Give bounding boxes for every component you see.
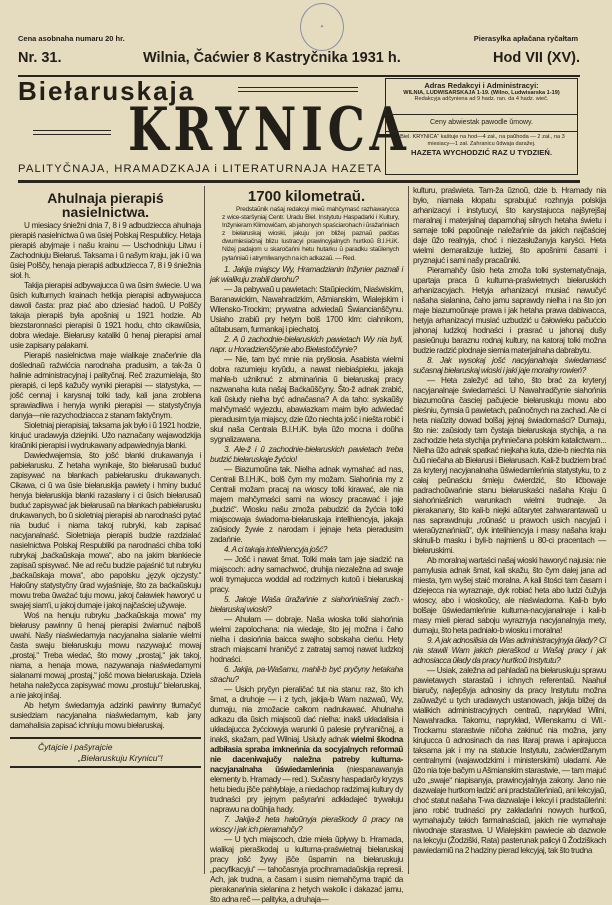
divider xyxy=(238,91,358,92)
question: 8. Jak wysokaj jošć nacyjanalnaja świedamasć sučasnaj biełaruskaj wioski i jaki jaje moralny rowień? xyxy=(413,356,606,375)
price-note: Cena asobnaha numaru 20 hr. xyxy=(18,34,125,43)
answer: — Jošć i nawat šmat. Tolki mała tam jaje siadzić na miajscoch: adny samachwoć, druhija niezaležna ad swaje woli trymajucca woddal ad rodzimych kutoŭ i biełaruskaj pracy. xyxy=(210,554,403,594)
slogan xyxy=(10,739,201,766)
question: 7. Jakija-ž heta hałoŭnyja pieraškody ŭ pracy na wioscy i jak ich pieramahčy? xyxy=(210,814,403,834)
paragraph: Pieramahčy ŭsio heta zmoža tolki systematyčnaja, upartaja praca ŭ kulturna-praświetnych biełaruskich arhanizacyjach. Hetyja arhanizacyi musiać nawučyć našaha sialanina, čaho jamu saprawdy nielha i na što jon maje biazumoŭnaje prawa i jak hetaha prawa dabiwacca, hetyja arhanizacyi musiać uzbudzić u čałowieku pačućcio jahonaj ludzkoj hodnaści i prasrać u jahonaj dušy pasieŭnuju baraznu rodnaj kultury, na katoraj tolki možna budzie radzić plodnaje siemia materjalnaha dabrabytu. xyxy=(413,266,606,355)
column-divider xyxy=(408,186,409,874)
article-1700-km xyxy=(210,186,403,905)
question: 2. A ŭ zachodnie-biełaruskich pawietach Wy nia byli, napr. u Horadzienščynie abo Biełastoččynie? xyxy=(210,334,403,354)
answer: — Nie, tam być mnie nia pryšłosia. Asabista wielmi dobra razumieju kryŭdu, a nawat niebiaśpieku, jakaja mahła-b uźniknuć z abminańnia ŭ biełaruskaj pracy nazwanaha kuta našaj Baćkaŭščyny. Što-ž adnak zrabić, kali ŭsiudy nielha być adnačasna? A da taho: syskaŭšy mahčymaść wyjezdu, abawiazkam maim było adwiedać pieradusim tyja miajscy, dzie ŭžo niechta jošć i niešta robić i skul naša Centrala B.I.H.iK. była ŭžo mocna i doŭha sygnalizawana. xyxy=(210,354,403,444)
paragraph: Woś na henuju rubryku „baćkaŭskaja mowa“ my biełarusy pawinny ŭ henaj pierapisi źwiarnuć najbolš uwahi. Našy niaświedamyja nacyjanalna sialanie wielmi časta swaju biełaruskuju mowu nazywajuć mowaj „prostaj.“ Treba wiedać, što mowy „prostaj,“ jak takoj, niama, a henaja mowa, nazywanaja niaświedamymi sialanami mowaj „prostaj,“ jošć mowa biełaruskaja. Dziela hetaha naležycca zapisywać mowu „prostuju“ biełaruskaj, a nie jakoj inšaj. xyxy=(10,611,201,700)
postage-note: Pierasyłka apłačana ryčałtam xyxy=(473,34,578,43)
article-title: Ahulnaja pierapiś nasielnictwa. xyxy=(47,190,164,220)
paragraph: Ab moralnaj wartaści našaj wioski haworyć najusia: nie pamylusia adnak šmat, kali skažu, što čym dalej jana ad miesta, tym wyšej staić moralna. A kali štości tam časam i dziejecca nia wyraznaje, dyk robiać heta abo ludzi čužyja wioscy, abo i wioskoŭcy, ale niaświadoma. Kali-b było bolšaje ŭświedamleńnie kulturna-nacyjanalnaje i kali-b masy mieli pierad saboju wyraznyja nacyjanalnyja mety, dumaju, što heta padniało-b wiosku i moralna! xyxy=(413,556,606,635)
answer-emphasis: wielmi škodna adbiłasia spraba imkneńnia da socyjalnych reformaŭ nie daceniwajučy naležna patreby kulturna-nacyjanalnaha ŭświedamleńnia xyxy=(210,734,403,774)
answer: — Biazumoŭna tak. Nielha adnak wymahać ad nas, Centrali B.I.H.iK., bolš čym my možam. Siahońnia my z Centrali možam pracaj na wioscy tolki kirawać, ale nia majem mahčymaści sami na wioscy pracawać i jaje „budzić“. Wiosku našu zmoža pabudzić da žyćcia tolki miajscowaja świadoma-biełaruskaja intelihiencyja, jakaja zaŭsiody žywie z narodam i jejnaje heta pieradusim zadańnie. xyxy=(210,464,403,544)
answer: — Heta zaležyć ad taho, što brać za kryteryj nacyjanalnaje świedamaści. U Nawahradčynie siahońnia biazumoŭna časciej pačujecie biełaruskuju mowu abo pieśniu, čymsia ŭ pawietach, paŭnočnych na zachad. Ale ci heta niaŭzity dowad bolšaj jejnaj świadomaści? Dumaju, što nie: zaŭsiody tam čystaja biełaruskaja stychija, a na zachodzie heta stychija pryhniečana polskim katalictwam... Nielha ŭžo adnak spatkać niejkaha kuta, dzie-b niechta nia čuŭ niečaha ab Biełarusi i Biełarusach. Kali-ž budziem brać za kryteryj nacyjanalnaha ŭświedamleńnia statystyku, to z całaj peŭnaściu śmieju ćwierdzić, što ličbowaje padrachoŭwańnie stanu biełaruskaści našaha Kraju ŭ siahońniašnich warunkach wielmi trudnaje. Ja pierakanany, što kali-b niejki aŭtarytet zahwarantawaŭ u nas saprawdnuju „roŭnaść u prawoch usich nacyjaŭ i wieraŭyznańniaŭ“, dyk intelihiencyja i masy našaha kraju skinuli-b masku i byli-b najmienš u 80-ci pracentach — biełaruskimi. xyxy=(413,376,606,555)
paragraph: Pierapiś nasielnictwa maje wialikaje značeńnie dla doślednaŭ raźwićcia narodnaha pradusim, a tak-ža ŭ halinie administracyjnaj i palityčnaj. Reč zrazumielaja, što pierapiś, ci lepš kažučy wyniki pierapisi — statystyka, — jošć cennaj i karysnaj tolki tady, kali jana zroblena sprawiadliwa i henyja wyniki pierapisi — statystyčnyja danyja—nie razychodziacca z stanam faktyčnym. xyxy=(10,351,201,420)
masthead-title-top: Biełaruskaja xyxy=(18,76,196,106)
masthead-thick-rule xyxy=(18,180,580,183)
info-box xyxy=(385,78,578,175)
divider xyxy=(238,87,358,88)
question: 3. Ale-ž i ŭ zachodnie-biełaruskich pawietach treba budzić biełaruskaje žyćcio! xyxy=(210,444,403,464)
subscription-prices: „Biel. KRYNICA“ kaštuje na hod—4 zał., na paŭhoda — 2 zał., na 3 miesiacy—1 zał. Zahranicu ŭdwaja daražej. xyxy=(398,134,565,147)
question: 6. Jakija, pa-Wašamu, mahli-b być pryčyny hetakaha strachu? xyxy=(210,664,403,684)
library-seal-stamp: ✦ xyxy=(300,3,344,51)
paragraph: U miesiacy śniežni dnia 7, 8 i 9 adbudziecca ahulnaja pierapiś nasielnictwa ŭ wa ŭsiej Polskaj Respublicy. Hetaja pierapiś abyjmaje i našu krainu — Uschodniuju Litwu i Zachodniuju Biełaruś. Taksama i ŭ našym kraju, jak i ŭ wa ŭsiej Polščy, henaja pierapiś adbudziecca 7, 8 i 9 śniežnia sioł. h. xyxy=(10,221,201,280)
masthead-subtitle: PALITYČNAJA, HRAMADZKAJA i LITERATURNAJA HAZETA xyxy=(18,163,383,175)
answer: — Ahułam — dobraje. Naša wioska tolki siahońnia wielmi zapolochana: nia wiedaje, što jej možna i čaho nielha i dasiońnia baicca swajho sobskaha cieńu. Hety strach miajscami hraničyć z zatrataj samoj nawat ludzkoj hodnaści. xyxy=(210,614,403,664)
question: 4. A ci takaja intelihiencyja jošć? xyxy=(224,544,328,554)
column-divider xyxy=(204,186,205,874)
question: 1. Jakija miajscy Wy, Hramadzianin Inžynier paznali i jak wialikuju zrabili darohu? xyxy=(210,264,403,284)
divider xyxy=(33,130,111,131)
question: 5. Jakoje Waša ŭražańnie z siahońniašniaj zach.-biełaruskaj wioski? xyxy=(210,594,403,614)
article-census xyxy=(10,186,201,768)
paragraph: Takija pierapisi adbywajucca ŭ wa ŭsim świecie. U wa ŭsich kulturnych krainach hetkija pierapisi adbywajucca dawoli časta: praz piać abo dziesiać hadoŭ. U Polščy takaja pierapiś była apošniaj u 1921 hodzie. Ab biezstaronnaści pierapisi ŭ 1921 hodu, chto cikawiŭsia, dobra wiedaje. Biełarusy kataliki ŭ henaj pierapisi amal usie zapisany palakami. xyxy=(10,281,201,350)
article-title: 1700 kilometraŭ. xyxy=(247,188,366,205)
weekly-note: HAZETA WYCHODZIĆ RAZ U TYDZIEŃ. xyxy=(411,148,552,157)
article-1700-km-continued xyxy=(413,186,606,856)
answer-text: — Usich pryčyn pieraličać tut nia stanu: raz, što ich šmat, a druhoje — i z tych, jakija-b Wam nazwaŭ, Wy, dumaju, nia zmožacie całkom nadrukawać. Ahulnaha adkazu dla ŭsich miajscoŭ dać nielha: inakš układalisia i układajucca žyćciowyja warunki ŭ palesie pryhraničnaj, a inakš, skažam, pad Wilniaj. Usiudy adnak xyxy=(210,684,403,744)
address-title: Adras Redakcyi i Administracyi: xyxy=(424,81,539,90)
paragraph: kulturu, praświeta. Tam-ža ŭznoŭ, dzie b. Hramady nia było, niamała kłopatu sprabujuć rozhnyja polskija arhanizacyi i instytucyi, što karystajucca najšyrejšaj maralnaj i materjalnaj dapamohaj silnych hetaha świetu i samaje tolki papoŭnaje naležańnie da jakich najčaściej daje ŭžo realnyja, choć i niezasłužanyja karyści. Heta wielmi demaralizuje ludziej, što apošnimi časami i pryznajuć i sami našy pracaŭniki. xyxy=(413,186,606,265)
article-intro: Predstaŭnik našaj redakcyi mieŭ mahčymasć razhawarycca z wice-staršyniaj Centr. Uradu Biel. Instytutu Haspadarki i Kultury, Inžynieram Klimowičam, ab jahonych spaściarohach i ŭražańniach z biełaruskaj wioski, jakuju jon bližej paznaŭ padčas dwumiesiačnaj blizu lustracyi prawincyjalnych hurtkoŭ B.I.H.iK. Niżej padajom u skaročańni hetu hutarku ŭ paradku staŭlenych pytańniaŭ i atrymliwanych na ich adkazaŭ. — Red. xyxy=(222,206,399,262)
answer: — U tych miajscoch, dzie mieła ŭpływy b. Hramada, wialikaj pieraškodaj u kulturna-praświetnaj biełaruskaj pracy jošć žywy jšče ŭspamin na biełaruskuju „pacyfikacyju“ — tahočasnyja procihramadaŭskija represii. Ach, jak trudna, a časam i susim niemahčyma trapić da pierakanańnia sielanina z hetych wakolic i dakazać jamu, što adna reč — palityka, a druhaja— xyxy=(210,834,403,904)
answer: — Usiak, zaležna ad pahladaŭ na biełaruskuju sprawu pawietawych starastaŭ i ichnych referentaŭ. Naahuł biaručy, najlepšyja adnosiny da pracy Instytutu možna zaŭwažyć u tych uradawych ustanowach, jakija bližej da wialikich administracyjnych centraŭ, naprykład Wilni, Nawahradka. Takomu, naprykład, Wilenskamu ci Wil.-Trockamu starastwie ničoha zakinuć nia možna, jany kirujucca ŭ adnosinach da nas litaraj prawa i apirajucca taksama jak i my na statucie Instytutu, zaćwierdžanym centralnymi (wajawodzkimi i ministerskimi) uładami. Ale ŭžo nia toje bačym u Ašmianskim starastwie, — tam majuć užo „swaje“ niapisanyja, prawincyjalnyja zakony. Jano nie dazwalaje hurtkom ładzić ani pradstaŭleńniaŭ, ani lekcyjaŭ, choć statut našaha T-wa dazwalaje i lekcyi i pradstaŭleńni: jano robić trudnaści pry zakładańni nowych hurtkoŭ, wymahajučy takich farmalnaściaŭ, jakich nie wymahaje niwodnaje starastwa. U Wialejskim pawiecie ab dazwole na lekcyju (Žodziški, Rata) pasterunak palicyi ŭ Žodziškach pawiedamiŭ na 2 hadziny pierad lekcyjaj, tak što trudna xyxy=(413,666,606,855)
paragraph: Dawiedwajemsia, što jošć błanki drukawanyja i pabiełarusku. Z hetaha wynikaje, što biełarusaŭ buduć zapisywać na błankach pabiełarusku drukawanych. Cikawa, ci ŭ wa ŭsie biełaruskija pawiety i hminy buduć henyja biełaruskija błanki razasłany i ci ŭsich biełarusaŭ buduć zapisywać jak biełarusaŭ na błankach pabiełarusku drukawanych, bo ŭ sioletniaj pierapisi ab narodnaści pytać nia buduć i niama takoj rubryki, kab zapisać nacyjanalnaść. Sioletniaja pierapiś budzie razdzialać nasielnictwa Polskaj Respubliki pa narodnaści chiba tolki rubrykaj „baćkaŭskaja mowa“, abo na jakim błankiecie zapisaŭ spisywać. Nie ad reču budzie pajaśnić tut rubryku „baćkaŭskaja mowa“, abo papolsku „język ojczysty.“ Hałoŭny statystyčny ŭrad wyjaśniaje, što za baćkaŭskuju mowu treba ŭważać tuju mowu, jakoj čaławiek haworyć u swajej siam'i, u jakoj dumaje i jakoj najčaściej užywaje. xyxy=(10,451,201,610)
answer-text: (niespanawanyja elementy b. Hramady — red.). Sučasny haspadarčy kryzys hetu biedu jšče pahłyblaje, a niedachop radzimaj kultury dy trudnaści pry jejnym pašyrańni adkładajeć trywałuju naprawu na doŭhija hady. xyxy=(210,764,403,814)
address: WILNIA, LUDWISARSKAJA 1-19. (Wilno, Ludwisarska 1-19) xyxy=(403,90,560,96)
paragraph: Sioletniaj pierapisiaj, taksama jak było i ŭ 1921 hodzie, kirujuć uradawyja dziejniki. Užo naznačany wajawodzkija kiraŭniki pierapisi i wydrukawany adpawiednyja błanki. xyxy=(10,421,201,450)
dateline: Wilnia, Čaćwier 8 Kastryčnika 1931 h. xyxy=(143,50,401,66)
divider xyxy=(33,134,111,135)
slogan-line: „Biełaruskuju Krynicu“! xyxy=(78,752,163,763)
office-hours: Redakcyja adčyniena ad 9 hadz. ran. da 4 hadz. wieč. xyxy=(414,96,549,102)
volume-year: Hod VII (XV). xyxy=(493,50,580,66)
answer xyxy=(210,685,403,815)
answer: — Ja pabywaŭ u pawietach: Staŭpieckim, Niaświskim, Baranawickim, Nawahradzkim, Ašmianskim, Wialejskim i Wilensko-Trockim; prywatna adwiedaŭ Świancianščynu. Usiaho zrabiŭ pry hetym bolš 1700 klm: ciahnikom, aŭtabusam, furmankaj i piechatoj. xyxy=(210,284,403,334)
slogan-line: Čytajcie i pašyrajcie xyxy=(38,742,113,752)
ads-price-note: Ceny abwiestak pawodle ŭmowy. xyxy=(386,115,577,132)
question: 9. A jak adnosilisia da Was administracyjnyja ŭłady? Ci nia stawili Wam jakich pieraškod u Wašaj pracy i jak adnosiacca ŭłady da pracy hurtkoŭ Instytutu? xyxy=(413,636,606,665)
issue-number: Nr. 31. xyxy=(18,50,62,66)
paragraph: Ab hetym świedamyja adzinki pawinny tłumačyć susiedziam nacyjanalna niaświedamym, kab jany damahalisia zapisać ichniuju mowu biełaruskaj. xyxy=(10,701,201,730)
slogan-box xyxy=(10,737,201,768)
masthead-logo-krynica: KRYNICA xyxy=(128,95,411,165)
